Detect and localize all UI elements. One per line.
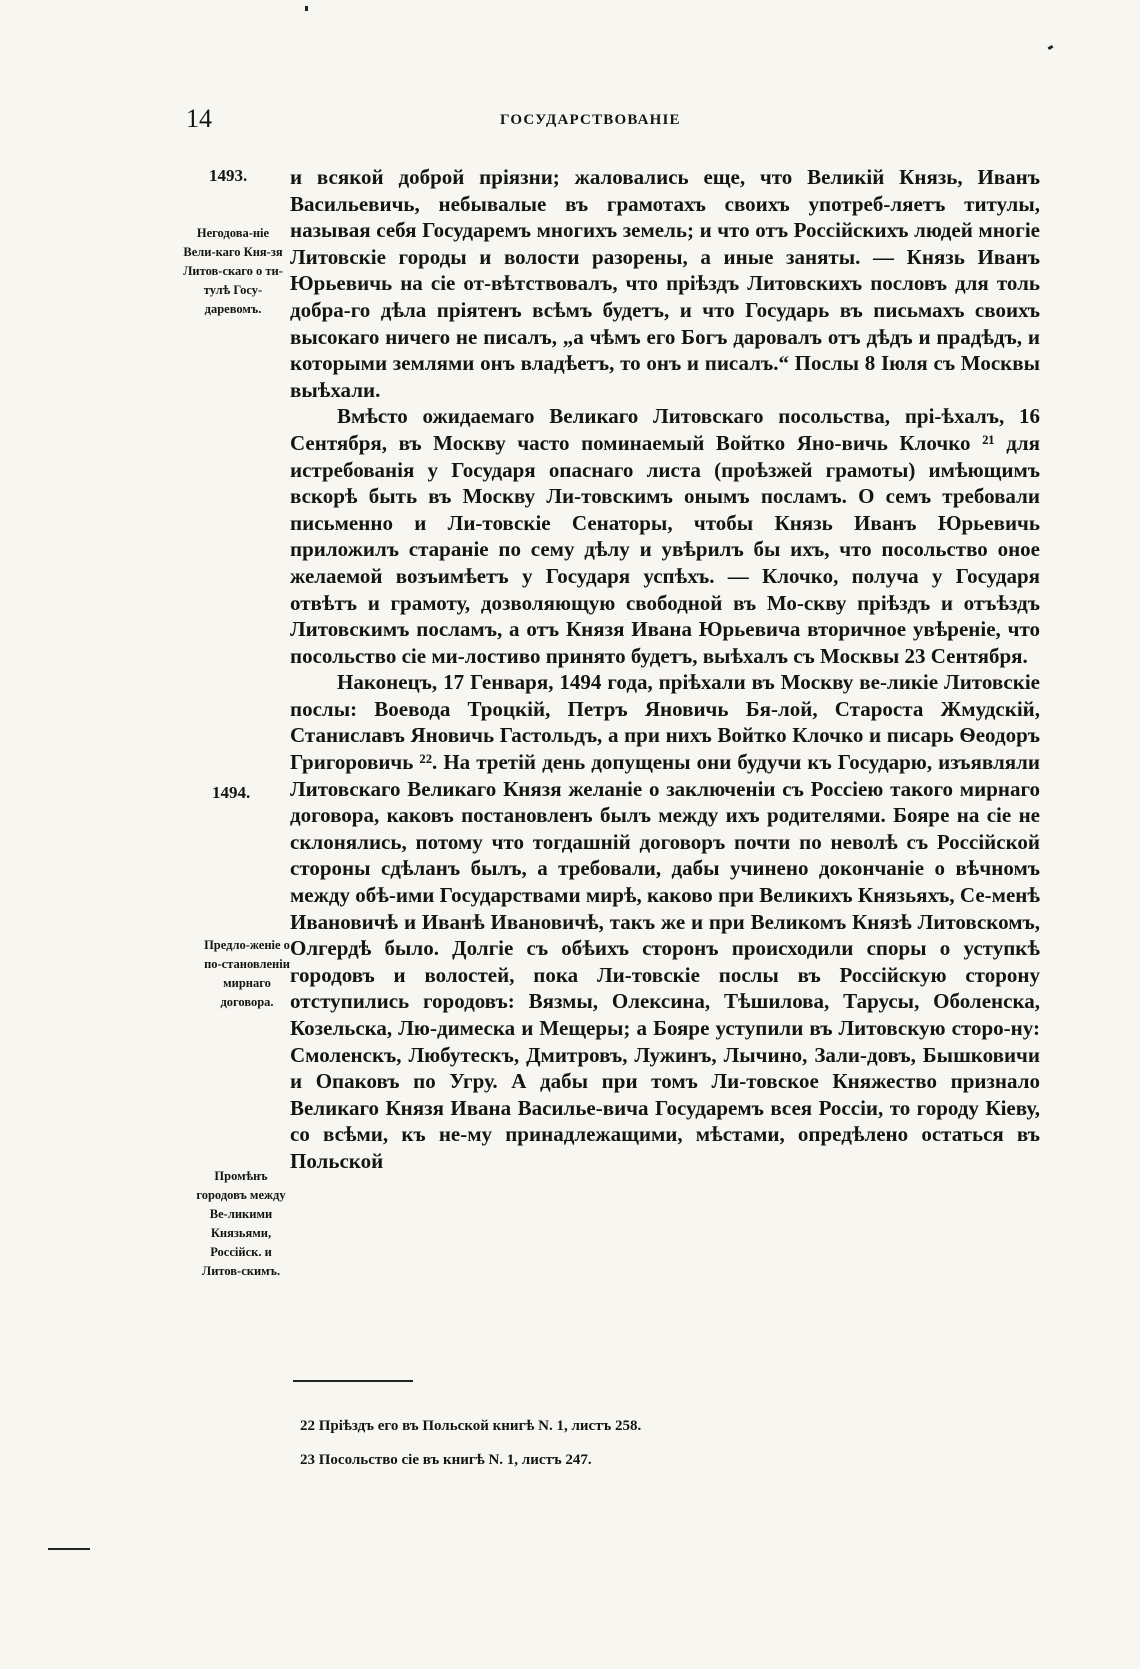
running-head: ГОСУДАРСТВОВАНІЕ bbox=[500, 112, 681, 128]
footnote-divider bbox=[293, 1380, 413, 1382]
body-text bbox=[290, 164, 1040, 1175]
footnote: 23 Посольство сіе въ книгѣ N. 1, листъ 247. bbox=[300, 1452, 592, 1468]
footnotes bbox=[300, 1409, 1040, 1477]
page-number: 14 bbox=[186, 104, 212, 133]
scan-mark bbox=[305, 6, 308, 11]
margin-note: Промѣнъ городовъ между Ве-ликими Князьями, Россійск. и Литов-скимъ. bbox=[196, 1169, 286, 1278]
paragraph: и всякой доброй пріязни; жаловались еще, что Великій Князь, Иванъ Васильевичь, небывалые въ грамотахъ своихъ употреб-ляетъ титулы, называя себя Государемъ многихъ земель; и что отъ Россійскихъ людей многіе Литовскіе городы и волости разорены, а иные заняты. — Князь Иванъ Юрьевичь на сіе от-вѣтствовалъ, что пріѣздъ Литовскихъ пословъ для толь добра-го дѣла пріятенъ всѣмъ будетъ, и что Государь въ письмахъ своихъ высокаго ничего не писалъ, „а чѣмъ его Богъ даровалъ отъ дѣдъ и прадѣдъ, и которыми землями онъ владѣетъ, то онъ и писалъ.“ Послы 8 Іюля съ Москвы выѣхали. bbox=[290, 165, 1040, 402]
footnote: 22 Пріѣздъ его въ Польской книгѣ N. 1, листъ 258. bbox=[300, 1418, 642, 1434]
paragraph: Вмѣсто ожидаемаго Великаго Литовскаго посольства, прі-ѣхалъ, 16 Сентября, въ Москву часто поминаемый Войтко Яно-вичь Клочко ²¹ для истребованія у Государя опаснаго листа (проѣзжей грамоты) имѣющимъ вскорѣ быть въ Москву Ли-товскимъ онымъ посламъ. О семъ требовали письменно и Ли-товскіе Сенаторы, чтобы Князь Иванъ Юрьевичь приложилъ стараніе по сему дѣлу и увѣрилъ бы ихъ, что посольство оное желаемой возъимѣетъ у Государя успѣхъ. — Клочко, получа у Государя отвѣтъ и грамоту, дозволяющую свободной въ Мо-скву пріѣздъ и отъѣздъ Литовскимъ посламъ, а отъ Князя Ивана Юрьевича вторичное увѣреніе, что посольство сіе ми-лостиво принято будетъ, выѣхалъ съ Москвы 23 Сентября. bbox=[290, 404, 1040, 668]
scan-mark bbox=[1048, 45, 1054, 50]
scan-mark bbox=[48, 1548, 90, 1550]
margin-note: Негодова-ніе Вели-каго Кня-зя Литов-скаго о ти-тулѣ Госу-даревомъ. bbox=[183, 226, 283, 316]
margin-note: Предло-женіе о по-становленіи мирнаго договора. bbox=[204, 938, 290, 1009]
paragraph: Наконецъ, 17 Генваря, 1494 года, пріѣхали въ Москву ве-ликіе Литовскіе послы: Воевода Троцкій, Петръ Яновичь Бя-лой, Староста Жмудскій, Станиславъ Яновичь Гастольдъ, а при нихъ Войтко Клочко и писарь Ѳеодоръ Григоровичь ²². На третій день допущены они будучи къ Государю, изъявляли Литовскаго Великаго Князя желаніе о заключеніи съ Россіею такого мирнаго договора, каковъ постановленъ былъ между ихъ родителями. Бояре на сіе не склонялись, потому что тогдашній договоръ почти по неволѣ съ Россійской стороны сдѣланъ былъ, а требовали, дабы учинено докончаніе о вѣчномъ между обѣ-ими Государствами мирѣ, каково при Великихъ Князьяхъ, Се-менѣ Ивановичѣ и Иванѣ Ивановичѣ, такъ же и при Великомъ Князѣ Литовскомъ, Олгердѣ было. Долгіе съ обѣихъ сторонъ происходили споры о уступкѣ городовъ и волостей, пока Ли-товскіе послы въ Россійскую сторону отступились городовъ: Вязмы, Олексина, Тѣшилова, Тарусы, Оболенска, Козельска, Лю-димеска и Мещеры; а Бояре уступили въ Литовскую сторо-ну: Смоленскъ, Любутескъ, Дмитровъ, Лужинъ, Лычино, Зали-довъ, Бышковичи и Опаковъ по Угру. А дабы при томъ Ли-товское Княжество признало Великаго Князя Ивана Василье-вича Государемъ всея Россіи, то городу Кіеву, со всѣми, къ не-му принадлежащими, мѣстами, опредѣлено остаться въ Польской bbox=[290, 670, 1040, 1173]
margin-year: 1493. bbox=[209, 166, 248, 185]
margin-year: 1494. bbox=[212, 783, 251, 802]
